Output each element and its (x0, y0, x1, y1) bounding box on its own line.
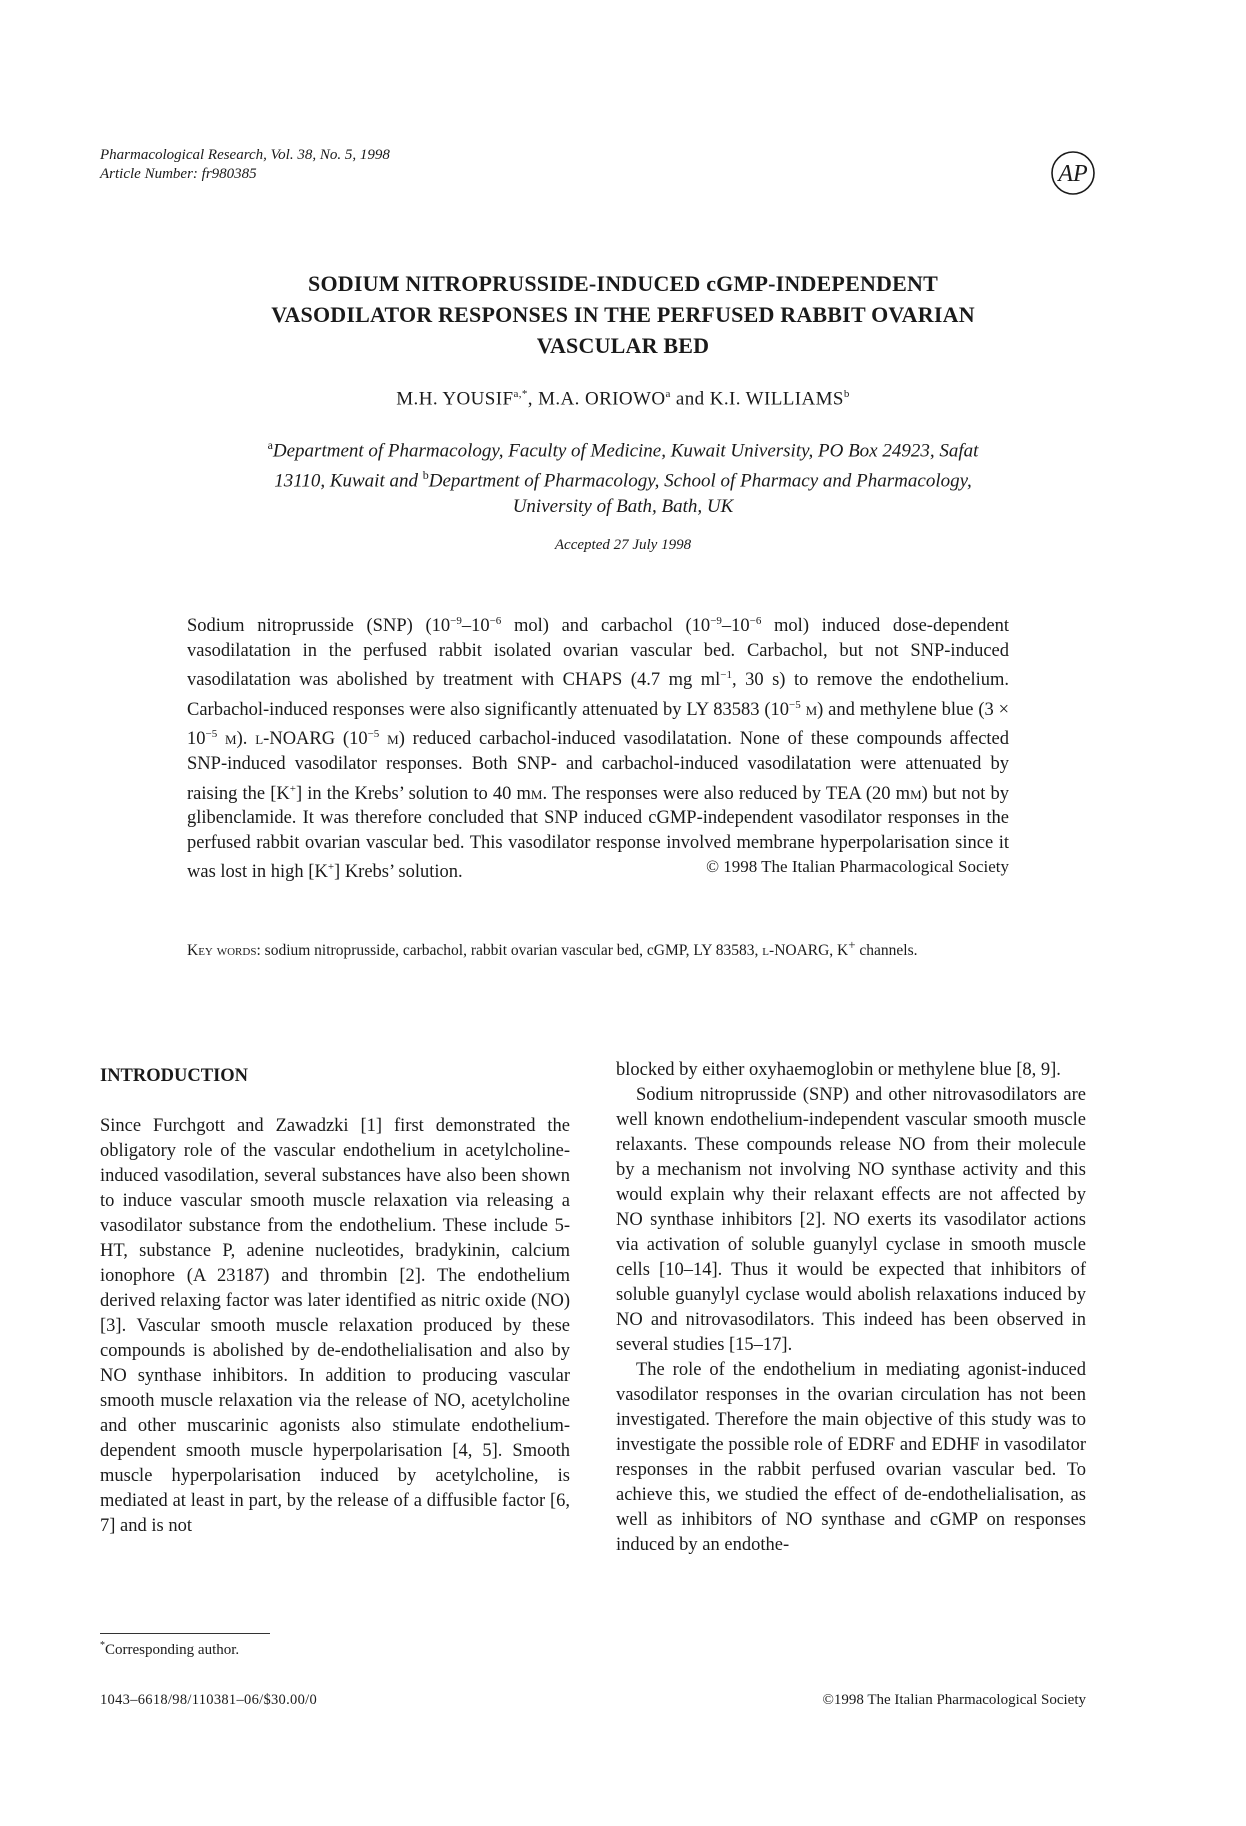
journal-citation (100, 146, 390, 184)
affiliation-line: University of Bath, Bath, UK (512, 495, 734, 517)
body-paragraph: Sodium nitroprusside (SNP) and other nitrovasodilators are well known endothelium-independent vascular smooth muscle relaxants. These compounds release NO from their molecule by a mechanism not involving NO synthase activity and this would explain why their relaxant effects are not affected by NO synthase inhibitors [2]. NO exerts its vasodilator actions via activation of soluble guanylyl cyclase in smooth muscle cells [10–14]. Thus it would be expected that inhibitors of soluble guanylyl cyclase would abolish relaxations induced by NO and nitrovasodilators. This indeed has been observed in several studies [15–17]. (616, 1085, 1086, 1355)
title-line-1: SODIUM NITROPRUSSIDE-INDUCED cGMP-INDEPENDENT (308, 271, 938, 296)
author-affil-mark: b (843, 388, 850, 400)
body-paragraph: Since Furchgott and Zawadzki [1] first demonstrated the obligatory role of the vascular endothelium in acetylcholine-induced vasodilation, several substances have also been shown to induce vascular smooth muscle relaxation via releasing a vasodilator substance from the endothelium. These include 5-HT, substance P, adenine nucleotides, bradykinin, calcium ionophore (A 23187) and thrombin [2]. The endothelium derived relaxing factor was later identified as nitric oxide (NO) [3]. Vascular smooth muscle relaxation produced by these compounds is abolished by de-endothelialisation and also by NO synthase inhibitors. In addition to producing vascular smooth muscle relaxation via the release of NO, acetylcholine and other muscarinic agonists also stimulate endothelium-dependent smooth muscle hyperpolarisation [4, 5]. Smooth muscle hyperpolarisation induced by acetylcholine, is mediated at least in part, by the release of a diffusible factor [6, 7] and is not (100, 1116, 570, 1536)
author-list (130, 388, 1116, 410)
affiliation-line (130, 433, 1116, 463)
author-name: M.H. YOUSIF (396, 388, 514, 410)
affiliation-text: Department of Pharmacology, School of Pharmacy and Pharmacology, (428, 470, 972, 492)
footnote-mark: * (100, 1640, 105, 1651)
affiliation-text: 13110, Kuwait and (274, 470, 423, 492)
author-affil-mark: a (665, 388, 671, 400)
footnote (100, 1640, 239, 1659)
body-paragraph: blocked by either oxyhaemoglobin or methylene blue [8, 9]. (616, 1060, 1061, 1080)
affil-mark: a (267, 438, 273, 452)
article-number: Article Number: fr980385 (100, 166, 257, 182)
body-column-left (100, 1064, 570, 1539)
footnote-text: Corresponding author. (105, 1642, 240, 1658)
body-paragraph: The role of the endothelium in mediating agonist-induced vasodilator responses in the ovarian circulation has not been investigated. Therefore the main objective of this study was to investigate the possible role of EDRF and EDHF in vasodilator responses in the rabbit perfused ovarian vascular bed. To achieve this, we studied the effect of de-endothelialisation, as well as inhibitors of NO synthase and cGMP on responses induced by an endothe- (616, 1360, 1086, 1555)
paper-title (130, 268, 1116, 361)
abstract-copyright: © 1998 The Italian Pharmacological Society (706, 857, 1009, 877)
affiliations (130, 433, 1116, 519)
author-name: K.I. WILLIAMS (709, 388, 844, 410)
title-line-3: VASCULAR BED (536, 333, 710, 358)
accepted-date: Accepted 27 July 1998 (554, 537, 692, 553)
author-separator: , (527, 388, 539, 410)
footer-copyright: ©1998 The Italian Pharmacological Society (822, 1692, 1086, 1708)
author-affil-mark: a,* (513, 388, 528, 400)
issn-code: 1043–6618/98/110381–06/$30.00/0 (100, 1692, 318, 1708)
section-heading: INTRODUCTION (100, 1066, 249, 1086)
keywords: Key words: sodium nitroprusside, carbachol, rabbit ovarian vascular bed, cGMP, LY 83583, l-NOARG, K+ channels. (187, 937, 918, 960)
footnote-divider (100, 1633, 270, 1634)
affil-mark: b (422, 468, 429, 483)
affiliation-line (130, 463, 1116, 493)
publisher-logo-text: AP (1058, 161, 1088, 187)
affiliation-text: Department of Pharmacology, Faculty of Medicine, Kuwait University, PO Box 24923, Safat (272, 440, 979, 462)
publisher-logo (1050, 150, 1096, 196)
body-column-right (616, 1058, 1086, 1558)
author-name: M.A. ORIOWO (538, 388, 666, 410)
author-separator: and (670, 388, 710, 410)
keywords-label: Key words (187, 942, 257, 960)
title-line-2: VASODILATOR RESPONSES IN THE PERFUSED RABBIT OVARIAN (271, 302, 975, 327)
abstract: Sodium nitroprusside (SNP) ($10^{-9}-10^{-6}$ mol) and carbachol ($10^{-9}-10^{-6}$ mol) induced dose-dependent vasodilatation in the perfused rabbit isolated ovarian vascular bed. Carbachol, but not SNP-induced vasodilatation was abolished by treatment with CHAPS (4.7 mg $ml^{-1}$, 30 s) to remove the endothelium. Carbachol-induced responses were also significantly attenuated by LY 83583 ($10^{-5}$ m) and methylene blue ($3 \times 10^{-5}$ m). l-NOARG ($10^{-5}$ m) reduced carbachol-induced vasodilatation. None of these compounds affected SNP-induced vasodilator responses. Both SNP- and carbachol-induced vasodilatation were attenuated by raising the [K+] in the Krebs’ solution to 40 mm. The responses were also reduced by TEA (20 mm) but not by glibenclamide. It was therefore concluded that SNP induced cGMP-independent vasodilator responses in the perfused rabbit ovarian vascular bed. This vasodilator response involved membrane hyperpolarisation since it was lost in high [K+] Krebs’ solution. © 1998 The Italian Pharmacological Society (187, 615, 1010, 883)
journal-line: Pharmacological Research, Vol. 38, No. 5, 1998 (100, 147, 390, 163)
